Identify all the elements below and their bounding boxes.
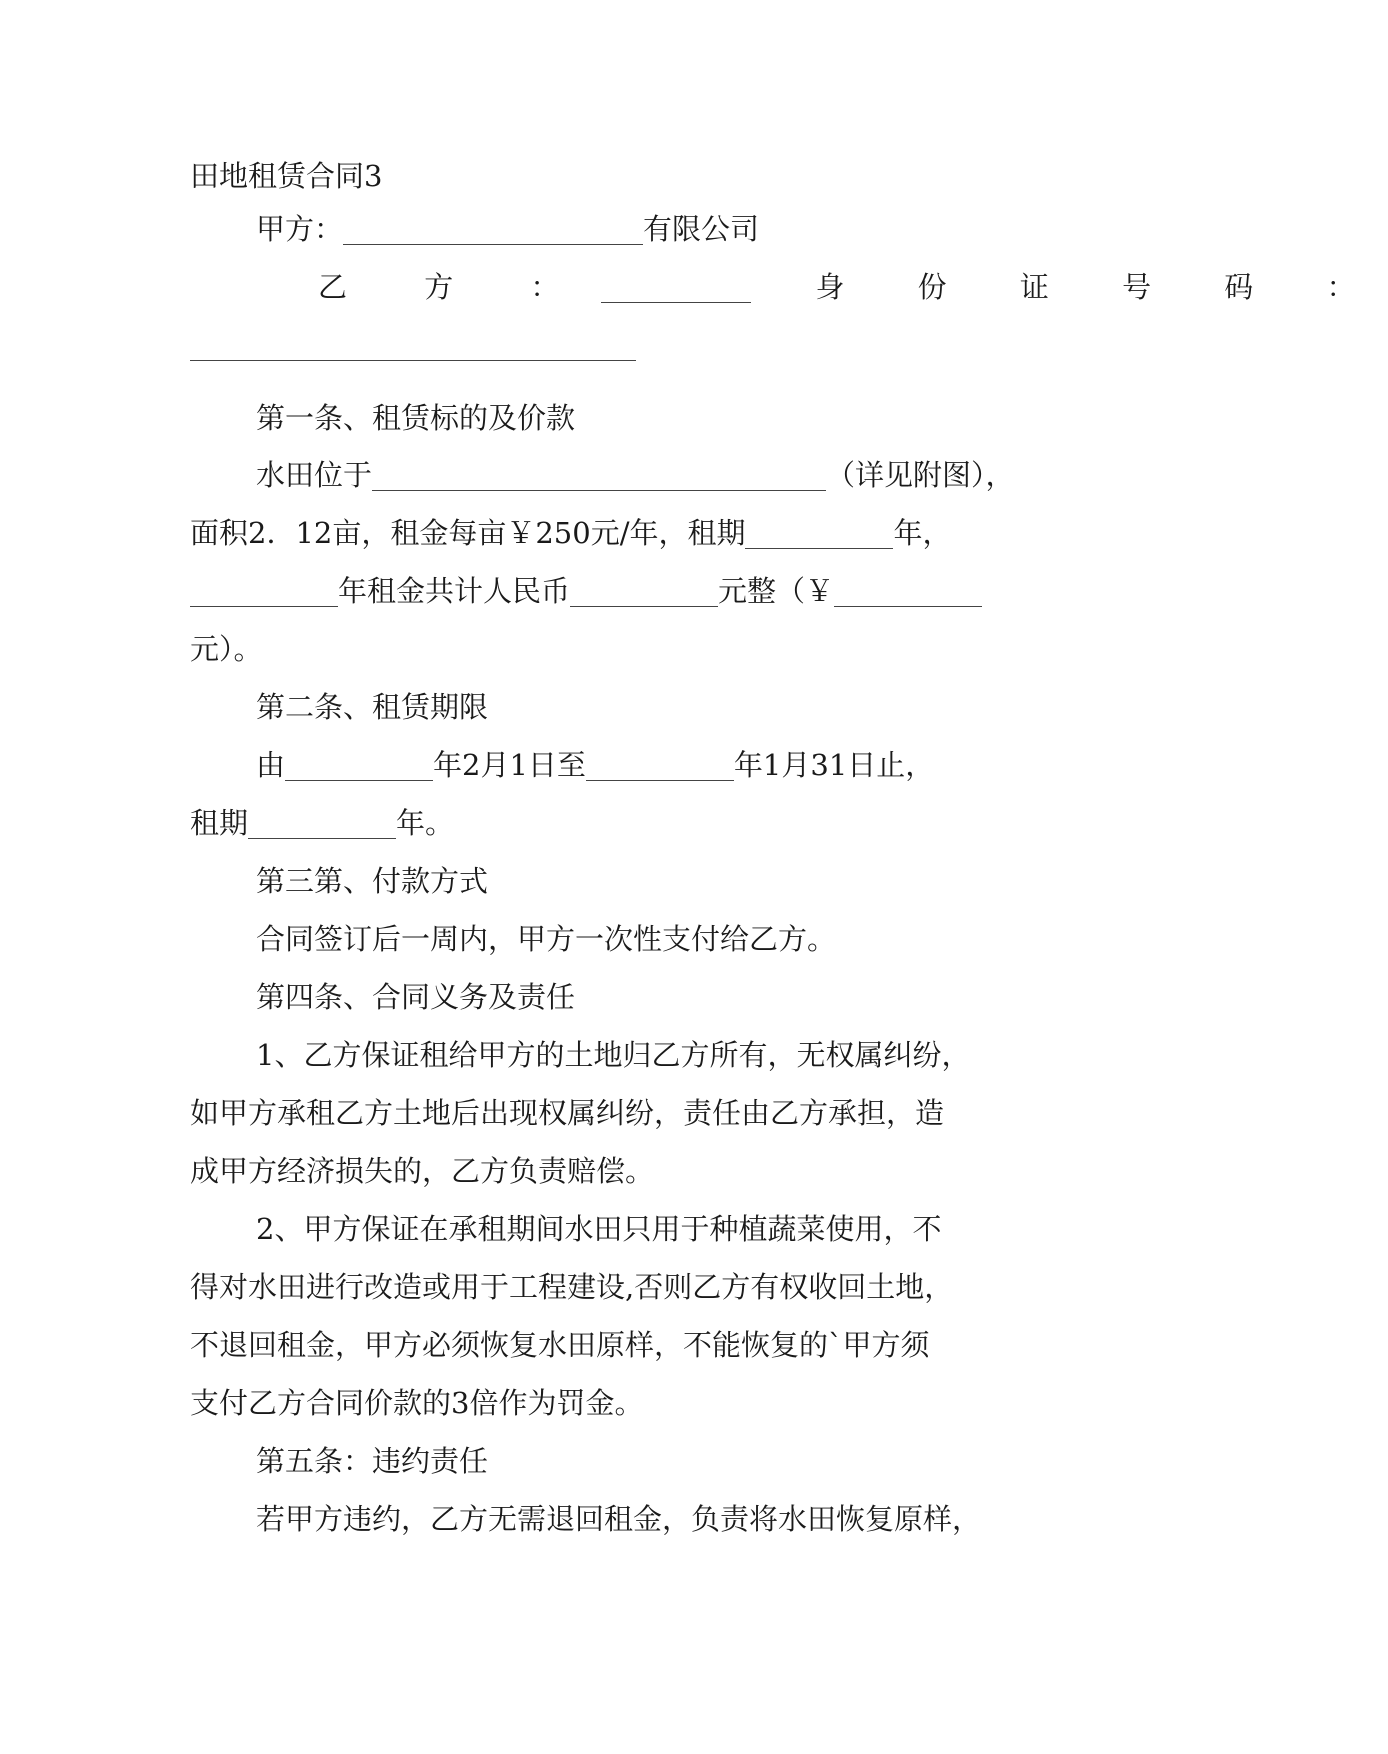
- art2-end-year-blank: [586, 750, 734, 781]
- art1-para-line4: 元）。: [190, 632, 263, 666]
- art4-clause1-line2: 如甲方承租乙方土地后出现权属纠纷，责任由乙方承担，造: [190, 1096, 945, 1130]
- art3-para: 合同签订后一周内，甲方一次性支付给乙方。: [256, 922, 837, 956]
- party-a-blank: [343, 214, 643, 245]
- art1-area-rent: 面积2．12亩，租金每亩￥250元/年，租期: [190, 516, 746, 550]
- art3-heading: 第三第、付款方式: [256, 864, 489, 898]
- party-a-suffix: 有限公司: [643, 212, 760, 246]
- art1-para-line1: [256, 446, 1058, 504]
- art4-clause2-line2: 得对水田进行改造或用于工程建设,否则乙方有权收回土地，: [190, 1270, 954, 1304]
- art1-term-blank: [745, 518, 893, 549]
- party-b-label: 乙 方 ：: [318, 270, 594, 304]
- art1-location-note: （详见附图），: [826, 458, 1015, 492]
- party-b-id-blank: [190, 330, 636, 361]
- art4-clause1-line3: 成甲方经济损失的，乙方负责赔偿。: [190, 1154, 655, 1188]
- art1-para-line3: [190, 562, 1058, 620]
- art2-start-date: 年2月1日至: [433, 748, 586, 782]
- art1-location-blank: [372, 460, 826, 491]
- art2-para-line2: [190, 794, 1058, 852]
- party-a-line: [256, 200, 1058, 258]
- art4-clause1-line1: 1、乙方保证租给甲方的土地归乙方所有，无权属纠纷，: [256, 1038, 971, 1072]
- art2-from-label: 由: [256, 748, 286, 782]
- art1-total-yen-blank: [834, 576, 982, 607]
- party-b-line: [318, 258, 1388, 316]
- party-a-label: 甲方：: [256, 212, 344, 246]
- party-b-id-label: 身 份 证 号 码 ：: [815, 270, 1388, 304]
- art2-heading: 第二条、租赁期限: [256, 690, 489, 724]
- art2-para-line1: [256, 736, 1058, 794]
- art1-term-unit: 年，: [893, 516, 952, 550]
- art1-total-blank: [570, 576, 718, 607]
- art1-total-label: 年租金共计人民币: [338, 574, 571, 608]
- art2-term-label: 租期: [190, 806, 249, 840]
- party-b-id-line: [190, 316, 1058, 374]
- document-title: 田地租赁合同3: [190, 159, 383, 193]
- art1-para-line2: [190, 504, 1058, 562]
- art2-term-blank: [248, 808, 396, 839]
- art4-clause2-line1: 2、甲方保证在承租期间水田只用于种植蔬菜使用，不: [256, 1212, 942, 1246]
- party-b-blank: [601, 272, 751, 303]
- art5-para: 若甲方违约，乙方无需退回租金，负责将水田恢复原样，: [256, 1502, 982, 1536]
- art2-end-date: 年1月31日止，: [733, 748, 935, 782]
- art4-heading: 第四条、合同义务及责任: [256, 980, 576, 1014]
- art4-clause2-line3: 不退回租金，甲方必须恢复水田原样，不能恢复的`甲方须: [190, 1328, 930, 1362]
- art1-heading: 第一条、租赁标的及价款: [256, 401, 576, 435]
- art1-total-unit: 元整（￥: [718, 574, 835, 608]
- art1-years-blank: [190, 576, 338, 607]
- art5-heading: 第五条：违约责任: [256, 1444, 489, 1478]
- art4-clause2-line4: 支付乙方合同价款的3倍作为罚金。: [190, 1386, 644, 1420]
- art2-term-unit: 年。: [396, 806, 455, 840]
- art2-start-year-blank: [285, 750, 433, 781]
- art1-location-label: 水田位于: [256, 458, 373, 492]
